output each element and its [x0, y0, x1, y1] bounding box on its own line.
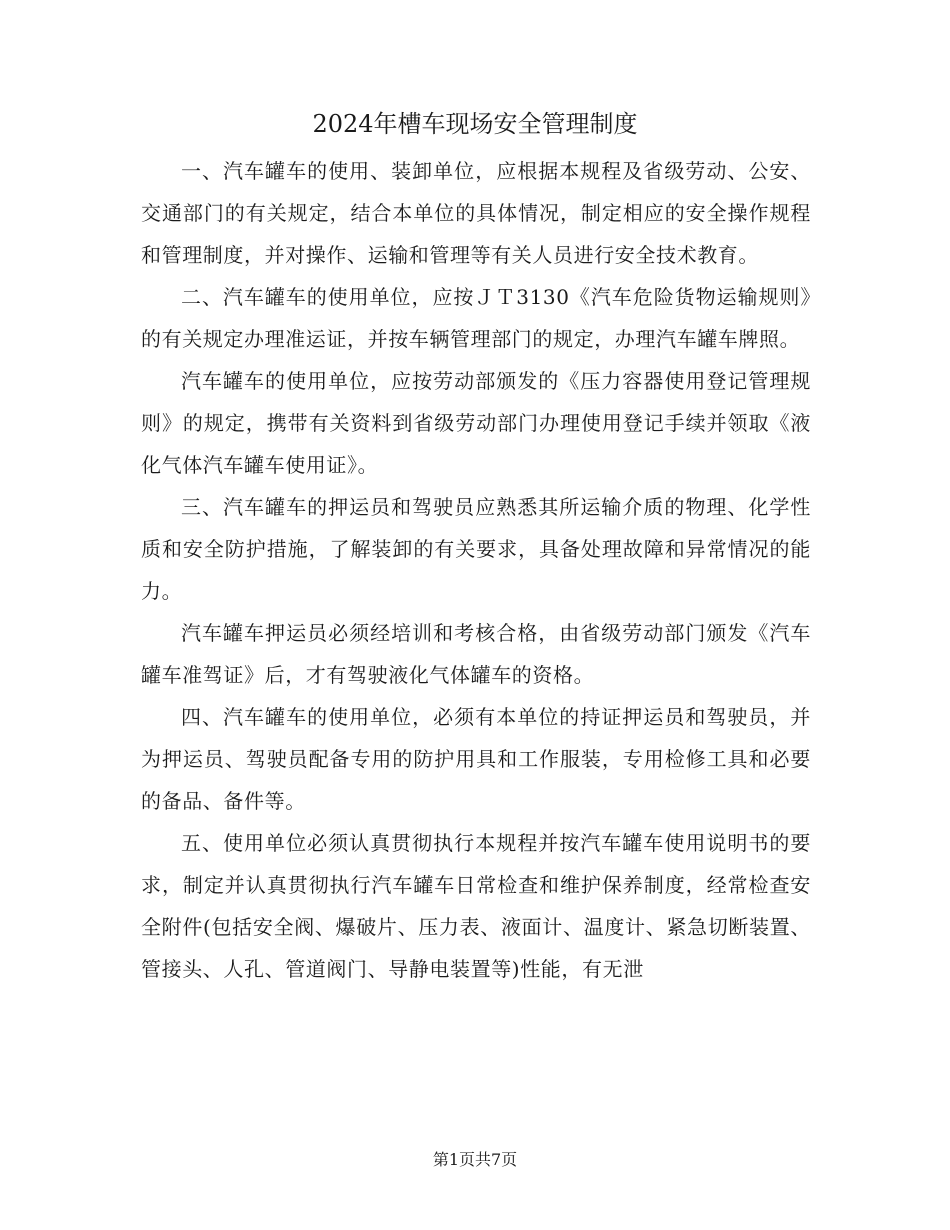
document-title: 2024年槽车现场安全管理制度 — [312, 110, 638, 138]
paragraph-6: 四、汽车罐车的使用单位，必须有本单位的持证押运员和驾驶员，并为押运员、驾驶员配备专用的防护用具和工作服装，专用检修工具和必要的备品、备件等。 — [141, 705, 811, 813]
paragraph-1: 一、汽车罐车的使用、装卸单位，应根据本规程及省级劳动、公安、交通部门的有关规定，结合本单位的具体情况，制定相应的安全操作规程和管理制度，并对操作、运输和管理等有关人员进行安全技术教育。 — [141, 159, 811, 267]
paragraph-2: 二、汽车罐车的使用单位，应按ＪＴ3130《汽车危险货物运输规则》的有关规定办理准运证，并按车辆管理部门的规定，办理汽车罐车牌照。 — [141, 285, 811, 351]
paragraph-3: 汽车罐车的使用单位，应按劳动部颁发的《压力容器使用登记管理规则》的规定，携带有关资料到省级劳动部门办理使用登记手续并领取《液化气体汽车罐车使用证》。 — [141, 369, 811, 477]
page-footer: 第1页共7页 — [432, 1150, 518, 1169]
paragraph-5: 汽车罐车押运员必须经培训和考核合格，由省级劳动部门颁发《汽车罐车准驾证》后，才有驾驶液化气体罐车的资格。 — [141, 621, 811, 687]
document-body — [141, 150, 811, 990]
paragraph-4: 三、汽车罐车的押运员和驾驶员应熟悉其所运输介质的物理、化学性质和安全防护措施，了解装卸的有关要求，具备处理故障和异常情况的能力。 — [141, 495, 811, 603]
paragraph-7: 五、使用单位必须认真贯彻执行本规程并按汽车罐车使用说明书的要求，制定并认真贯彻执行汽车罐车日常检查和维护保养制度，经常检查安全附件(包括安全阀、爆破片、压力表、液面计、温度计、紧急切断装置、管接头、人孔、管道阀门、导静电装置等)性能，有无泄 — [141, 831, 811, 981]
